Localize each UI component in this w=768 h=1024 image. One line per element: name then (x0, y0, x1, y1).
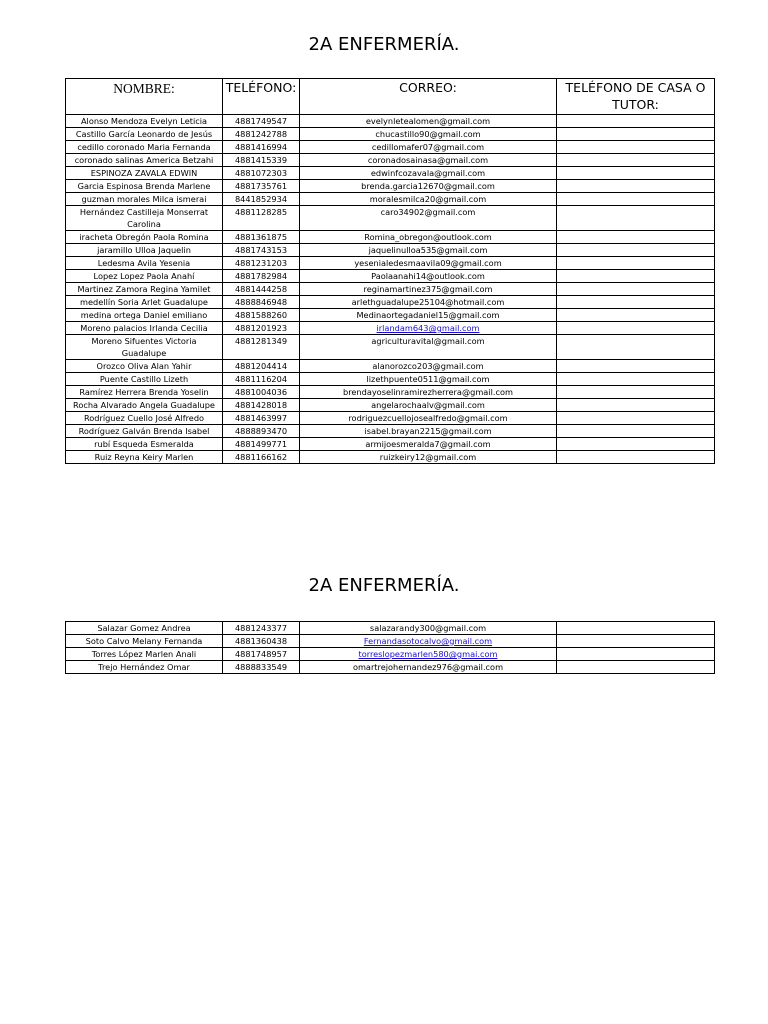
table-row (66, 622, 715, 635)
cell-telefono-casa (557, 373, 715, 386)
cell-telefono-casa (557, 180, 715, 193)
cell-telefono-casa (557, 115, 715, 128)
cell-nombre: Ramírez Herrera Brenda Yoselin (66, 386, 223, 399)
table-row (66, 360, 715, 373)
table-row (66, 180, 715, 193)
table-row (66, 296, 715, 309)
cell-nombre: Hernández Castilleja Monserrat Carolina (66, 206, 223, 231)
header-row (66, 79, 715, 115)
cell-telefono: 4888846948 (223, 296, 300, 309)
cell-telefono: 4881499771 (223, 438, 300, 451)
cell-telefono-casa (557, 438, 715, 451)
cell-correo: brendayoselinramirezherrera@gmail.com (300, 386, 557, 399)
cell-nombre: guzman morales Milca ismerai (66, 193, 223, 206)
cell-correo: angelarochaalv@gmail.com (300, 399, 557, 412)
cell-nombre: ESPINOZA ZAVALA EDWIN (66, 167, 223, 180)
cell-telefono-casa (557, 412, 715, 425)
table-body (66, 115, 715, 464)
cell-telefono-casa (557, 257, 715, 270)
cell-correo: Romina_obregon@outlook.com (300, 231, 557, 244)
cell-telefono: 4881166162 (223, 451, 300, 464)
cell-correo: Medinaortegadaniel15@gmail.com (300, 309, 557, 322)
cell-telefono-casa (557, 335, 715, 360)
table-row (66, 283, 715, 296)
cell-correo: edwinfcozavala@gmail.com (300, 167, 557, 180)
table-row (66, 309, 715, 322)
table-row (66, 399, 715, 412)
header-correo: CORREO: (300, 79, 557, 115)
cell-telefono: 4881743153 (223, 244, 300, 257)
cell-telefono: 4881588260 (223, 309, 300, 322)
cell-correo: arlethguadalupe25104@hotmail.com (300, 296, 557, 309)
cell-telefono: 4888833549 (223, 661, 300, 674)
header-nombre: NOMBRE: (66, 79, 223, 115)
cell-telefono: 4881735761 (223, 180, 300, 193)
cell-telefono: 4881749547 (223, 115, 300, 128)
cell-nombre: Alonso Mendoza Evelyn Leticia (66, 115, 223, 128)
cell-telefono-casa (557, 141, 715, 154)
cell-correo: isabel.brayan2215@gmail.com (300, 425, 557, 438)
header-telefono-casa: TELÉFONO DE CASA O TUTOR: (557, 79, 715, 115)
cell-telefono-casa (557, 193, 715, 206)
cell-nombre: Torres López Marlen Anali (66, 648, 223, 661)
cell-telefono-casa (557, 296, 715, 309)
table-row (66, 128, 715, 141)
cell-telefono-casa (557, 154, 715, 167)
cell-correo: jaquelinulloa535@gmail.com (300, 244, 557, 257)
cell-telefono-casa (557, 360, 715, 373)
cell-correo: ruizkeiry12@gmail.com (300, 451, 557, 464)
table-body (66, 622, 715, 674)
table-row (66, 412, 715, 425)
table-row (66, 257, 715, 270)
table-row (66, 115, 715, 128)
cell-telefono: 4881428018 (223, 399, 300, 412)
cell-telefono-casa (557, 206, 715, 231)
header-telefono: TELÉFONO: (223, 79, 300, 115)
cell-nombre: Rodríguez Cuello José Alfredo (66, 412, 223, 425)
cell-nombre: Lopez Lopez Paola Anahí (66, 270, 223, 283)
table-row (66, 425, 715, 438)
cell-nombre: medina ortega Daniel emiliano (66, 309, 223, 322)
cell-telefono-casa (557, 451, 715, 464)
cell-correo: alanorozco203@gmail.com (300, 360, 557, 373)
table-row (66, 270, 715, 283)
cell-telefono-casa (557, 270, 715, 283)
cell-nombre: Moreno palacios Irlanda Cecilia (66, 322, 223, 335)
cell-nombre: Salazar Gomez Andrea (66, 622, 223, 635)
cell-correo: omartrejohernandez976@gmail.com (300, 661, 557, 674)
table-row (66, 451, 715, 464)
table-row (66, 373, 715, 386)
cell-telefono: 4881242788 (223, 128, 300, 141)
cell-telefono-casa (557, 283, 715, 296)
cell-nombre: Trejo Hernández Omar (66, 661, 223, 674)
cell-telefono-casa (557, 622, 715, 635)
cell-nombre: Ruiz Reyna Keiry Marlen (66, 451, 223, 464)
cell-telefono: 4881444258 (223, 283, 300, 296)
cell-telefono: 4881361875 (223, 231, 300, 244)
table-row (66, 661, 715, 674)
cell-correo: lizethpuente0511@gmail.com (300, 373, 557, 386)
cell-nombre: Garcia Espinosa Brenda Marlene (66, 180, 223, 193)
cell-telefono-casa (557, 244, 715, 257)
cell-telefono-casa (557, 231, 715, 244)
cell-nombre: Rodríguez Galván Brenda Isabel (66, 425, 223, 438)
cell-nombre: coronado salinas America Betzahi (66, 154, 223, 167)
cell-telefono: 4881128285 (223, 206, 300, 231)
cell-telefono: 8441852934 (223, 193, 300, 206)
cell-correo: evelynletealomen@gmail.com (300, 115, 557, 128)
cell-nombre: Ledesma Avila Yesenia (66, 257, 223, 270)
cell-telefono: 4881116204 (223, 373, 300, 386)
cell-nombre: medellín Soria Arlet Guadalupe (66, 296, 223, 309)
table-row (66, 167, 715, 180)
cell-telefono-casa (557, 399, 715, 412)
cell-nombre: jaramillo Ulloa Jaquelin (66, 244, 223, 257)
table-row (66, 438, 715, 451)
cell-correo-link[interactable]: Fernandasotocalvo@gmail.com (300, 635, 557, 648)
cell-telefono-casa (557, 167, 715, 180)
cell-telefono: 4881281349 (223, 335, 300, 360)
cell-nombre: Moreno Sifuentes Victoria Guadalupe (66, 335, 223, 360)
cell-nombre: Rocha Alvarado Angela Guadalupe (66, 399, 223, 412)
table-row (66, 206, 715, 231)
cell-telefono-casa (557, 648, 715, 661)
cell-correo: moralesmilca20@gmail.com (300, 193, 557, 206)
cell-telefono: 4888893470 (223, 425, 300, 438)
page-title-continued: 2A ENFERMERÍA. (308, 575, 460, 596)
cell-correo: yesenialedesmaavila09@gmail.com (300, 257, 557, 270)
cell-correo-link[interactable]: irlandam643@gmail.com (300, 322, 557, 335)
cell-telefono: 4881201923 (223, 322, 300, 335)
cell-nombre: Orozco Oliva Alan Yahir (66, 360, 223, 373)
cell-telefono: 4881004036 (223, 386, 300, 399)
table-row (66, 231, 715, 244)
cell-telefono-casa (557, 661, 715, 674)
table-row (66, 635, 715, 648)
page-title: 2A ENFERMERÍA. (308, 34, 460, 55)
cell-correo: coronadosainasa@gmail.com (300, 154, 557, 167)
student-table (65, 78, 715, 464)
student-table-continued (65, 621, 715, 674)
table-row (66, 141, 715, 154)
cell-nombre: rubí Esqueda Esmeralda (66, 438, 223, 451)
cell-correo: armijoesmeralda7@gmail.com (300, 438, 557, 451)
cell-nombre: iracheta Obregón Paola Romina (66, 231, 223, 244)
cell-telefono-casa (557, 386, 715, 399)
table-row (66, 648, 715, 661)
cell-telefono-casa (557, 635, 715, 648)
cell-telefono: 4881204414 (223, 360, 300, 373)
cell-correo-link[interactable]: torreslopezmarlen580@gmai.com (300, 648, 557, 661)
cell-telefono: 4881231203 (223, 257, 300, 270)
table-row (66, 335, 715, 360)
cell-telefono: 4881243377 (223, 622, 300, 635)
cell-correo: agriculturavital@gmail.com (300, 335, 557, 360)
table-row (66, 244, 715, 257)
cell-correo: caro34902@gmail.com (300, 206, 557, 231)
cell-telefono: 4881360438 (223, 635, 300, 648)
table-row (66, 154, 715, 167)
cell-telefono-casa (557, 128, 715, 141)
cell-telefono: 4881415339 (223, 154, 300, 167)
cell-correo: rodriguezcuellojosealfredo@gmail.com (300, 412, 557, 425)
cell-telefono-casa (557, 425, 715, 438)
cell-telefono-casa (557, 309, 715, 322)
cell-telefono: 4881463997 (223, 412, 300, 425)
cell-nombre: Soto Calvo Melany Fernanda (66, 635, 223, 648)
cell-nombre: Castillo García Leonardo de Jesús (66, 128, 223, 141)
cell-correo: brenda.garcia12670@gmail.com (300, 180, 557, 193)
table-row (66, 386, 715, 399)
cell-nombre: cedillo coronado Maria Fernanda (66, 141, 223, 154)
cell-telefono-casa (557, 322, 715, 335)
cell-nombre: Puente Castillo Lizeth (66, 373, 223, 386)
cell-correo: reginamartinez375@gmail.com (300, 283, 557, 296)
table-row (66, 322, 715, 335)
cell-telefono: 4881748957 (223, 648, 300, 661)
table-row (66, 193, 715, 206)
cell-correo: Paolaanahi14@outlook.com (300, 270, 557, 283)
cell-telefono: 4881072303 (223, 167, 300, 180)
cell-correo: salazarandy300@gmail.com (300, 622, 557, 635)
cell-correo: cedillomafer07@gmail.com (300, 141, 557, 154)
cell-telefono: 4881416994 (223, 141, 300, 154)
cell-correo: chucastillo90@gmail.com (300, 128, 557, 141)
cell-nombre: Martinez Zamora Regina Yamilet (66, 283, 223, 296)
cell-telefono: 4881782984 (223, 270, 300, 283)
